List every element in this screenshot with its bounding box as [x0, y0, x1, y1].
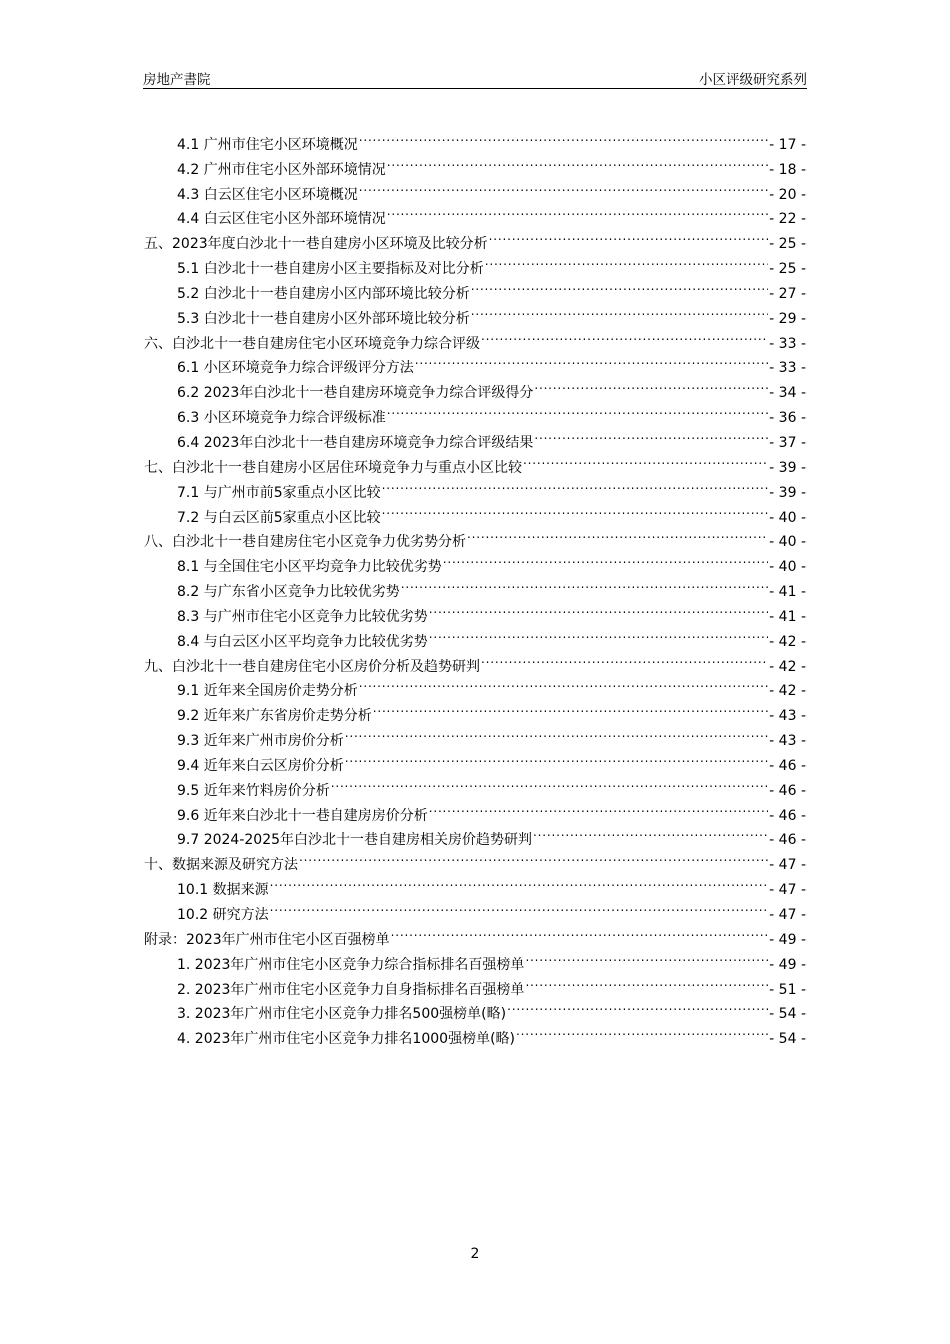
toc-entry-page: - 49 - — [769, 956, 806, 973]
toc-entry-title: 4.4 白云区住宅小区外部环境情况 — [177, 211, 386, 228]
toc-entry-page: - 43 - — [769, 708, 806, 725]
toc-dot-leader — [345, 745, 768, 770]
toc-section-entry[interactable] — [144, 124, 806, 153]
toc-dot-leader — [534, 372, 768, 397]
toc-entry-page: - 37 - — [769, 434, 806, 451]
toc-entry-page: - 34 - — [769, 385, 806, 402]
toc-entry-title: 八、白沙北十一巷自建房住宅小区竞争力优劣势分析 — [144, 534, 466, 551]
toc-dot-leader — [507, 994, 768, 1019]
toc-entry-title: 1. 2023年广州市住宅小区竞争力综合指标排名百强榜单 — [177, 956, 525, 973]
toc-entry-title: 8.3 与广州市住宅小区竞争力比较优劣势 — [177, 608, 428, 625]
toc-dot-leader — [299, 844, 768, 869]
toc-entry-title: 9.7 2024-2025年白沙北十一巷自建房相关房价趋势研判 — [177, 832, 533, 849]
toc-entry-page: - 40 - — [769, 534, 806, 551]
toc-entry-page: - 18 - — [769, 161, 806, 178]
toc-entry-title: 2. 2023年广州市住宅小区竞争力自身指标排名百强榜单 — [177, 981, 525, 998]
toc-entry-title: 9.5 近年来竹料房价分析 — [177, 782, 330, 799]
toc-dot-leader — [391, 919, 769, 944]
toc-entry-page: - 46 - — [769, 807, 806, 824]
toc-entry-page: - 47 - — [769, 907, 806, 923]
toc-dot-leader — [471, 298, 768, 323]
toc-entry-page: - 51 - — [769, 981, 806, 998]
toc-entry-page: - 46 - — [769, 782, 806, 799]
toc-entry-page: - 54 - — [769, 1031, 806, 1048]
toc-entry-page: - 47 - — [769, 857, 806, 874]
toc-entry-title: 10.1 数据来源 — [177, 882, 269, 899]
toc-dot-leader — [382, 497, 769, 522]
header-left-text: 房地产書院 — [143, 72, 211, 88]
toc-entry-page: - 46 - — [769, 757, 806, 774]
toc-dot-leader — [387, 397, 768, 422]
toc-dot-leader — [516, 1018, 768, 1043]
toc-dot-leader — [467, 522, 768, 547]
toc-entry-page: - 17 - — [769, 136, 806, 153]
toc-entry-page: - 54 - — [769, 1006, 806, 1023]
toc-entry-page: - 40 - — [769, 509, 806, 526]
toc-entry-page: - 33 - — [769, 360, 806, 377]
toc-dot-leader — [270, 869, 769, 894]
toc-entry-title: 8.4 与白云区小区平均竞争力比较优劣势 — [177, 633, 428, 650]
toc-entry-title: 9.1 近年来全国房价走势分析 — [177, 683, 358, 700]
toc-entry-title: 6.4 2023年白沙北十一巷自建房环境竞争力综合评级结果 — [177, 434, 534, 451]
toc-entry-page: - 39 - — [769, 484, 806, 501]
toc-dot-leader — [270, 894, 769, 919]
toc-dot-leader — [485, 248, 768, 273]
toc-entry-page: - 40 - — [769, 559, 806, 576]
toc-dot-leader — [373, 695, 768, 720]
toc-dot-leader — [345, 720, 768, 745]
toc-entry-title: 5.1 白沙北十一巷自建房小区主要指标及对比分析 — [177, 261, 484, 278]
toc-entry-page: - 42 - — [769, 633, 806, 650]
toc-entry-title: 4.3 白云区住宅小区环境概况 — [177, 186, 358, 203]
toc-dot-leader — [359, 671, 768, 696]
toc-dot-leader — [415, 348, 768, 373]
toc-dot-leader — [481, 323, 768, 348]
toc-entry-title: 9.2 近年来广东省房价走势分析 — [177, 708, 372, 725]
toc-entry-page: - 49 - — [769, 931, 806, 948]
toc-dot-leader — [471, 273, 768, 298]
toc-entry-title: 9.3 近年来广州市房价分析 — [177, 733, 344, 750]
table-of-contents — [144, 124, 806, 1048]
toc-dot-leader — [489, 223, 769, 248]
toc-entry-page: - 33 - — [769, 335, 806, 352]
toc-dot-leader — [359, 124, 768, 149]
toc-entry-page: - 25 - — [769, 261, 806, 278]
toc-dot-leader — [401, 571, 768, 596]
toc-entry-page: - 20 - — [769, 186, 806, 203]
toc-dot-leader — [523, 447, 768, 472]
toc-dot-leader — [359, 174, 768, 199]
toc-entry-title: 7.1 与广州市前5家重点小区比较 — [177, 484, 381, 501]
toc-entry-title: 六、白沙北十一巷自建房住宅小区环境竞争力综合评级 — [144, 335, 480, 352]
toc-entry-page: - 43 - — [769, 733, 806, 750]
toc-entry-title: 九、白沙北十一巷自建房住宅小区房价分析及趋势研判 — [144, 658, 480, 675]
toc-entry-page: - 41 - — [769, 608, 806, 625]
toc-dot-leader — [387, 149, 768, 174]
toc-entry-title: 十、数据来源及研究方法 — [144, 857, 298, 874]
toc-entry-title: 五、2023年度白沙北十一巷自建房小区环境及比较分析 — [144, 236, 488, 253]
toc-dot-leader — [534, 422, 768, 447]
header-right-text: 小区评级研究系列 — [699, 72, 807, 88]
toc-entry-title: 5.3 白沙北十一巷自建房小区外部环境比较分析 — [177, 310, 470, 327]
toc-entry-title: 7.2 与白云区前5家重点小区比较 — [177, 509, 381, 526]
toc-entry-title: 4.1 广州市住宅小区环境概况 — [177, 136, 358, 153]
toc-entry-title: 10.2 研究方法 — [177, 907, 269, 923]
toc-dot-leader — [387, 199, 768, 224]
toc-entry-title: 8.2 与广东省小区竞争力比较优劣势 — [177, 584, 400, 601]
toc-entry-page: - 42 - — [769, 658, 806, 675]
toc-entry-page: - 22 - — [769, 211, 806, 228]
toc-entry-title: 6.2 2023年白沙北十一巷自建房环境竞争力综合评级得分 — [177, 385, 534, 402]
toc-dot-leader — [525, 969, 768, 994]
toc-entry-title: 七、白沙北十一巷自建房小区居住环境竞争力与重点小区比较 — [144, 459, 522, 476]
toc-entry-title: 6.3 小区环境竞争力综合评级标准 — [177, 410, 386, 427]
toc-entry-title: 附录：2023年广州市住宅小区百强榜单 — [144, 931, 390, 948]
toc-dot-leader — [481, 646, 768, 671]
toc-entry-page: - 42 - — [769, 683, 806, 700]
toc-entry-page: - 25 - — [769, 236, 806, 253]
toc-dot-leader — [429, 596, 768, 621]
toc-dot-leader — [443, 546, 768, 571]
toc-entry-page: - 27 - — [769, 285, 806, 302]
toc-dot-leader — [429, 795, 768, 820]
toc-entry-page: - 41 - — [769, 584, 806, 601]
toc-entry-title: 4. 2023年广州市住宅小区竞争力排名1000强榜单(略) — [177, 1031, 515, 1048]
toc-entry-title: 9.6 近年来白沙北十一巷自建房房价分析 — [177, 807, 428, 824]
toc-entry-title: 5.2 白沙北十一巷自建房小区内部环境比较分析 — [177, 285, 470, 302]
toc-dot-leader — [533, 820, 768, 845]
toc-entry-title: 8.1 与全国住宅小区平均竞争力比较优劣势 — [177, 559, 442, 576]
toc-entry-page: - 47 - — [769, 882, 806, 899]
page-number: 2 — [470, 1246, 480, 1262]
toc-entry-title: 9.4 近年来白云区房价分析 — [177, 757, 344, 774]
toc-entry-page: - 29 - — [769, 310, 806, 327]
toc-dot-leader — [525, 944, 768, 969]
page-header — [143, 64, 807, 89]
toc-entry-page: - 36 - — [769, 410, 806, 427]
toc-dot-leader — [382, 472, 769, 497]
toc-entry-page: - 39 - — [769, 459, 806, 476]
toc-entry-page: - 46 - — [769, 832, 806, 849]
toc-entry-title: 4.2 广州市住宅小区外部环境情况 — [177, 161, 386, 178]
toc-entry-title: 3. 2023年广州市住宅小区竞争力排名500强榜单(略) — [177, 1006, 507, 1023]
toc-dot-leader — [429, 621, 768, 646]
toc-dot-leader — [331, 770, 768, 795]
toc-entry-title: 6.1 小区环境竞争力综合评级评分方法 — [177, 360, 414, 377]
